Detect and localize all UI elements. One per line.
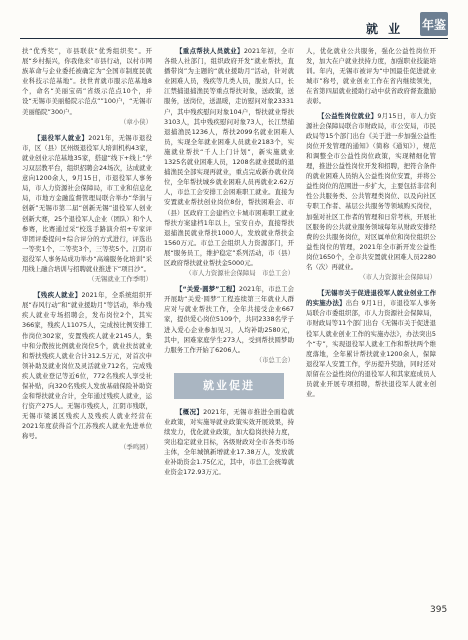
section-title: 【残疾人就业】 <box>34 291 82 300</box>
paragraph: 2021年，无锡市推进全面稳就业政策，对实施导就业政策实效开展效果，持续发力，优化就业政策，加大稳岗扶持力度，突出稳定就业目标，各级财政对全市各类市场主体，全年城镇新增就业17.38万人，发放就业补助资金1.75亿元，其中，市总工会统筹就业资金172.93万元。 <box>164 407 295 477</box>
section-public-posts <box>306 111 436 273</box>
header-section-title: 就 业 <box>366 22 404 36</box>
column-left <box>22 46 152 454</box>
section-banner: 就业促进 <box>174 373 284 399</box>
column-middle <box>164 46 294 478</box>
source-note: （无锡就业工作季明） <box>88 275 152 284</box>
paragraph: 2021年，全系统组织开展“春风行动”和“就业援助月”等活动，举办残疾人就业专场招聘会，发布岗位2个，其实366家，残疾人11075人，完成按比例安排工作岗位302家，安置残疾人就业2145人，集中和分散按比例就业岗位5个，就业扶贫就业和帮扶残疾人就业合计312.5万元，对首次申领补助及就业岗位及灵活就业712名，完成残疾人就业登记等近6位，772名残疾人享受社保补贴，向320名残疾人发放基础保险补助资金和帮扶就业合计，全年通过残疾人就业，运行资产275人。无锡市残疾人，江阴市残联，无锡市梁溪区残疾人及残疾人就业经营在2021年度获得首个江苏残疾人就业先进单位称号。 <box>22 291 153 441</box>
section-title: 【“关爱·圆梦”工程】 <box>176 285 239 294</box>
header-rule <box>20 38 448 39</box>
section-disabled <box>22 290 152 441</box>
section-title: 【退役军人就业】 <box>34 133 89 142</box>
section-title: 【无锡市关于促进退役军人就业创业工作的实施办法】 <box>306 289 436 308</box>
paragraph: 2021年初，全市各级人社部门，组织政府开发“就业帮扶，直播带岗”为主题的“就业援助月”活动，针对就业困难人员，残疾等几类人员，脱贫人口，长江禁捕退捕渔民等重点帮扶对象，送政策，送服务，送岗位，送温暖，走访慰问对象23331户，其中残疾慰问对象104户，帮扶就业帮扶3103人，其中残疾慰问对象73人，长江禁捕退捕渔民1236人，帮扶2099名就业困难人员，实现全年就业困难人员就业2183个，实施就业帮扶“千人上门计划”，新实施就业1325名就业困难人员，1208名就业援助的退捕渔民全部实现再就业，重点完成新办就业岗位，全年帮扶城乡就业困难人员再就业2.62万人，市总工会安排工会困难职工就业。直接为安置就业帮扶创业岗位8份，帮扶困难会、市（县）区政府工会建档立卡城市困难职工就业帮扶方案建档1年以上，宝安自办，直接帮扶退捕渔民就业帮扶1000人，发放就业帮扶金1560万元。市总工会组织人力资源部门，开展“服务员工，维护稳定”系列活动，市（县）区政府帮扶就业帮扶金5000元。 <box>164 47 295 267</box>
paragraph: 9月15日，市人力资源社会保障局联合市财政局，市公安局，市民政局等15个部门出台《关于进一步加强公益性岗位开发管理的通知》（简称《通知》），规范和调整全市公益性岗位政策，实现精细化管理，推进公益性岗位开发和招聘，把符合条件的就业困难人员纳入公益性岗位安置，并将公益性岗位的范围进一步扩大，主要包括非营利性公共服务类、公共管理类岗位、以及向社区专职工作者、基层公共服务等领域购买岗位，加强对社区工作者的管理和日常考核，开展社区服务的公共就业服务领域每年从财政安排经费的公共服务岗位，对区属单位和岗位组织公益性岗位的管理，2021年全市新开发公益性岗位1650个，全市共安置就业困难人员2280名（次）再就业。 <box>306 111 437 271</box>
section-title: 【重点帮扶人员就业】 <box>176 47 244 55</box>
section-care-dream <box>164 284 294 355</box>
section-title: 【概况】 <box>176 407 204 416</box>
paragraph: 出台 9月1日，市退役军人事务局联合市委组织部，市人力资源社会保障局，市财政局等11个部门出台《无锡市关于促进退役军人就业创业工作的实施办法》，办法突出5个“专”，实现退役军人就业工作和帮扶两个维度落地，全年累计帮扶就业1200余人，保障退役军人安置工作，学历提升奖励，同时还对原留在公益性岗位的退役军人和其家庭成员人员就业开展专项招聘，帮扶退役军人就业创业。 <box>306 299 437 399</box>
source-note: （市人力资源社会保障局） <box>359 273 436 282</box>
yearbook-logo: 年鉴 <box>420 12 448 36</box>
source-note: （市总工会） <box>255 355 294 364</box>
paragraph: 2021年，无锡市退役市，区（县）区州级退役军人培训机构43家，就业创业示范基地35家，搭建“线下+线上”学习双层教平台，组织招聘会24场次，达成就业意向1200余人，9月15日，市退役军人事务局，市人力资源社会保障局，市工业和信息化局，市地方金融监督管理局联合举办“华润与创新”无锡市第二届“创新无锡”退役军人创业创新大赛，25个退役军人企业（团队）和个人参赛，比赛通过采“校选手路演介绍+专家评审团评委提问+综合评分的方式进行，评选出一等奖1个，二等奖3个，三等奖5个。江阴市退役军人事务局成功举办“高端服务化培训”采用线上融合培训与招聘就业推进下“项目沙”。 <box>22 133 153 273</box>
page-number: 395 <box>430 605 448 615</box>
paragraph: 人，优化就业公共服务，强化公益性岗位开发，加大在户就业扶持力度，加强职业技能培训。年内，无锡市被评为“中国最佳促进就业城市”称号，就业创业工作在省内继续领先，在省第四届就业援助行动中获省政府督查激励表彰。 <box>306 47 436 106</box>
paragraph: 扶“优秀奖”，市县联获“优秀组织奖”。开展“乡村振兴，你我他来”市县行动，以村市网族革命与企业委托被确定为“全国市制度民就业科技示范基地”。扶世青就市服示范基地8个，命名“美丽宝码”省级示范点10个，并设“无锡市美丽船院示范点””100户，“无锡市美丽船院”300户。 <box>22 47 152 116</box>
section-overview <box>164 407 294 478</box>
source-note: （章小侠） <box>120 117 152 126</box>
paragraph: 2021年，市总工会开展助“关爱·圆梦”工程连续第三年就业人群应对与就业帮扶工作，全年共接受企业667家，提供爱心岗位5109个，共同2338名学子进入爱心企业参加见习，人均补助2580元，其中，困难家庭学生273人，受到帮扶圆梦助力服务工作开始了6206人。 <box>164 285 295 354</box>
section-key-groups <box>164 46 294 268</box>
section-veteran-policy <box>306 288 436 399</box>
section-title: 【公益性岗位就业】 <box>318 111 378 120</box>
source-note: （季鸣园） <box>120 442 152 451</box>
section-veterans <box>22 133 152 274</box>
source-note: （市人力资源社会保障局 市总工会） <box>185 269 294 278</box>
column-right <box>306 46 436 399</box>
